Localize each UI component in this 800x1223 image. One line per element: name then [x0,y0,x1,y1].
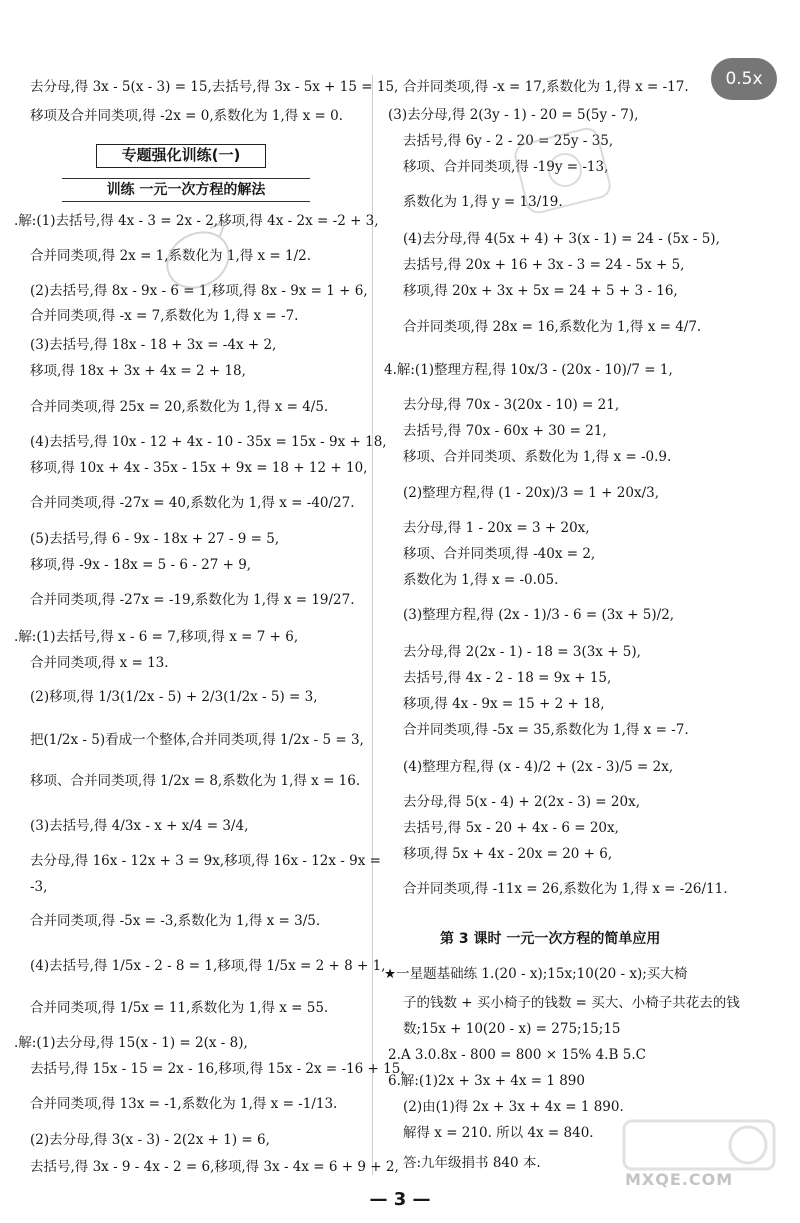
text-line: 移项、合并同类项,得 -19y = -13, [403,159,609,175]
text-line: 移项,得 -9x - 18x = 5 - 6 - 27 + 9, [30,557,252,573]
text-line: 去分母,得 70x - 3(20x - 10) = 21, [403,397,620,413]
page-number: — 3 — [369,1189,431,1210]
text-line: 合并同类项,得 -27x = -19,系数化为 1,得 x = 19/27. [30,592,355,608]
text-line: 移项,得 4x - 9x = 15 + 2 + 18, [403,696,605,712]
text-line: (2)整理方程,得 (1 - 20x)/3 = 1 + 20x/3, [403,485,659,501]
text-line: 移项,得 5x + 4x - 20x = 20 + 6, [403,846,613,862]
text-line: 系数化为 1,得 x = -0.05. [403,572,559,588]
text-line: 把(1/2x - 5)看成一个整体,合并同类项,得 1/2x - 5 = 3, [30,732,364,748]
text-line: (2)去分母,得 3(x - 3) - 2(2x + 1) = 6, [30,1132,270,1148]
text-line: 合并同类项,得 -5x = -3,系数化为 1,得 x = 3/5. [30,913,321,929]
text-line: 去括号,得 6y - 2 - 20 = 25y - 35, [403,133,614,149]
text-line: 2.A 3.0.8x - 800 = 800 × 15% 4.B 5.C [388,1047,646,1063]
text-line: .解:(1)去分母,得 15(x - 1) = 2(x - 8), [14,1035,248,1051]
text-line: 合并同类项,得 -x = 17,系数化为 1,得 x = -17. [403,79,689,95]
text-line: 解得 x = 210. 所以 4x = 840. [403,1125,594,1141]
column-divider [372,75,373,1175]
text-line: .解:(1)去括号,得 x - 6 = 7,移项,得 x = 7 + 6, [14,629,299,645]
watermark-stamp-icon [620,1115,780,1175]
text-line: (2)由(1)得 2x + 3x + 4x = 1 890. [403,1099,624,1115]
text-line: 合并同类项,得 25x = 20,系数化为 1,得 x = 4/5. [30,399,329,415]
text-line: 子的钱数 + 买小椅子的钱数 = 买大、小椅子共花去的钱 [403,995,740,1011]
text-line: (3)去括号,得 4/3x - x + x/4 = 3/4, [30,818,249,834]
text-line: 去分母,得 16x - 12x + 3 = 9x,移项,得 16x - 12x - 9x = [30,853,381,869]
text-line: (2)去括号,得 8x - 9x - 6 = 1,移项,得 8x - 9x = 1 + 6, [30,283,368,299]
lesson-title: 第 3 课时 一元一次方程的简单应用 [440,931,661,947]
text-line: 去括号,得 20x + 16 + 3x - 3 = 24 - 5x + 5, [403,257,685,273]
text-line: 系数化为 1,得 y = 13/19. [403,194,563,210]
text-line: 数;15x + 10(20 - x) = 275;15;15 [403,1021,621,1037]
text-line: 去分母,得 2(2x - 1) - 18 = 3(3x + 5), [403,644,641,660]
text-line: 移项、合并同类项,得 1/2x = 8,系数化为 1,得 x = 16. [30,773,361,789]
text-line: (3)整理方程,得 (2x - 1)/3 - 6 = (3x + 5)/2, [403,607,675,623]
text-line: 去分母,得 1 - 20x = 3 + 20x, [403,520,590,536]
text-line: 去括号,得 70x - 60x + 30 = 21, [403,423,607,439]
text-line: (2)移项,得 1/3(1/2x - 5) + 2/3(1/2x - 5) = 3, [30,689,318,705]
text-line: (4)去括号,得 10x - 12 + 4x - 10 - 35x = 15x - 9x + 18, [30,434,387,450]
playback-speed-button[interactable]: 0.5x [711,58,777,100]
text-line: 去括号,得 5x - 20 + 4x - 6 = 20x, [403,820,619,836]
text-line: 去括号,得 4x - 2 - 18 = 9x + 15, [403,670,612,686]
text-line: 移项、合并同类项,得 -40x = 2, [403,546,596,562]
text-line: 去分母,得 5(x - 4) + 2(2x - 3) = 20x, [403,794,640,810]
text-line: 4.解:(1)整理方程,得 10x/3 - (20x - 10)/7 = 1, [384,362,673,378]
section-subtitle: 训练 一元一次方程的解法 [62,178,310,202]
text-line: -3, [30,879,48,895]
text-line: 合并同类项,得 x = 13. [30,655,169,671]
text-line: 移项,得 20x + 3x + 5x = 24 + 5 + 3 - 16, [403,283,678,299]
text-line: (3)去分母,得 2(3y - 1) - 20 = 5(5y - 7), [388,107,639,123]
text-line: 移项、合并同类项、系数化为 1,得 x = -0.9. [403,449,672,465]
text-line: .解:(1)去括号,得 4x - 3 = 2x - 2,移项,得 4x - 2x = -2 + 3, [14,213,379,229]
text-line: 合并同类项,得 13x = -1,系数化为 1,得 x = -1/13. [30,1096,338,1112]
text-line: 去分母,得 3x - 5(x - 3) = 15,去括号,得 3x - 5x + 15 = 15, [30,79,399,95]
text-line: 合并同类项,得 2x = 1,系数化为 1,得 x = 1/2. [30,248,312,264]
text-line: 答:九年级捐书 840 本. [403,1155,541,1171]
text-line: 合并同类项,得 -x = 7,系数化为 1,得 x = -7. [30,308,299,324]
text-line: 去括号,得 3x - 9 - 4x - 2 = 6,移项,得 3x - 4x = 6 + 9 + 2, [30,1159,399,1175]
text-line: 移项及合并同类项,得 -2x = 0,系数化为 1,得 x = 0. [30,108,343,124]
star-icon: ★ [384,966,397,982]
basic-practice-line [384,965,687,983]
watermark-logo-icon [510,120,620,220]
mascot-stamp-icon [150,218,250,298]
text-line: 合并同类项,得 -5x = 35,系数化为 1,得 x = -7. [403,722,689,738]
text-line: 6.解:(1)2x + 3x + 4x = 1 890 [388,1073,585,1089]
section-title: 专题强化训练(一) [96,144,266,168]
text-line: 合并同类项,得 1/5x = 11,系数化为 1,得 x = 55. [30,1000,329,1016]
text-line: (3)去括号,得 18x - 18 + 3x = -4x + 2, [30,337,277,353]
text-line: (5)去括号,得 6 - 9x - 18x + 27 - 9 = 5, [30,531,280,547]
text-line: 去括号,得 15x - 15 = 2x - 16,移项,得 15x - 2x = -16 + 15, [30,1061,405,1077]
text-line: 移项,得 18x + 3x + 4x = 2 + 18, [30,363,246,379]
text-line: 合并同类项,得 28x = 16,系数化为 1,得 x = 4/7. [403,319,702,335]
basic-practice-text: 一星题基础练 1.(20 - x);15x;10(20 - x);买大椅 [396,966,688,982]
text-line: (4)整理方程,得 (x - 4)/2 + (2x - 3)/5 = 2x, [403,759,674,775]
watermark-site: MXQE.COM [625,1170,734,1189]
text-line: 合并同类项,得 -11x = 26,系数化为 1,得 x = -26/11. [403,881,728,897]
text-line: (4)去分母,得 4(5x + 4) + 3(x - 1) = 24 - (5x - 5), [403,231,720,247]
text-line: (4)去括号,得 1/5x - 2 - 8 = 1,移项,得 1/5x = 2 + 8 + 1, [30,958,386,974]
text-line: 合并同类项,得 -27x = 40,系数化为 1,得 x = -40/27. [30,495,355,511]
text-line: 移项,得 10x + 4x - 35x - 15x + 9x = 18 + 12 + 10, [30,460,368,476]
